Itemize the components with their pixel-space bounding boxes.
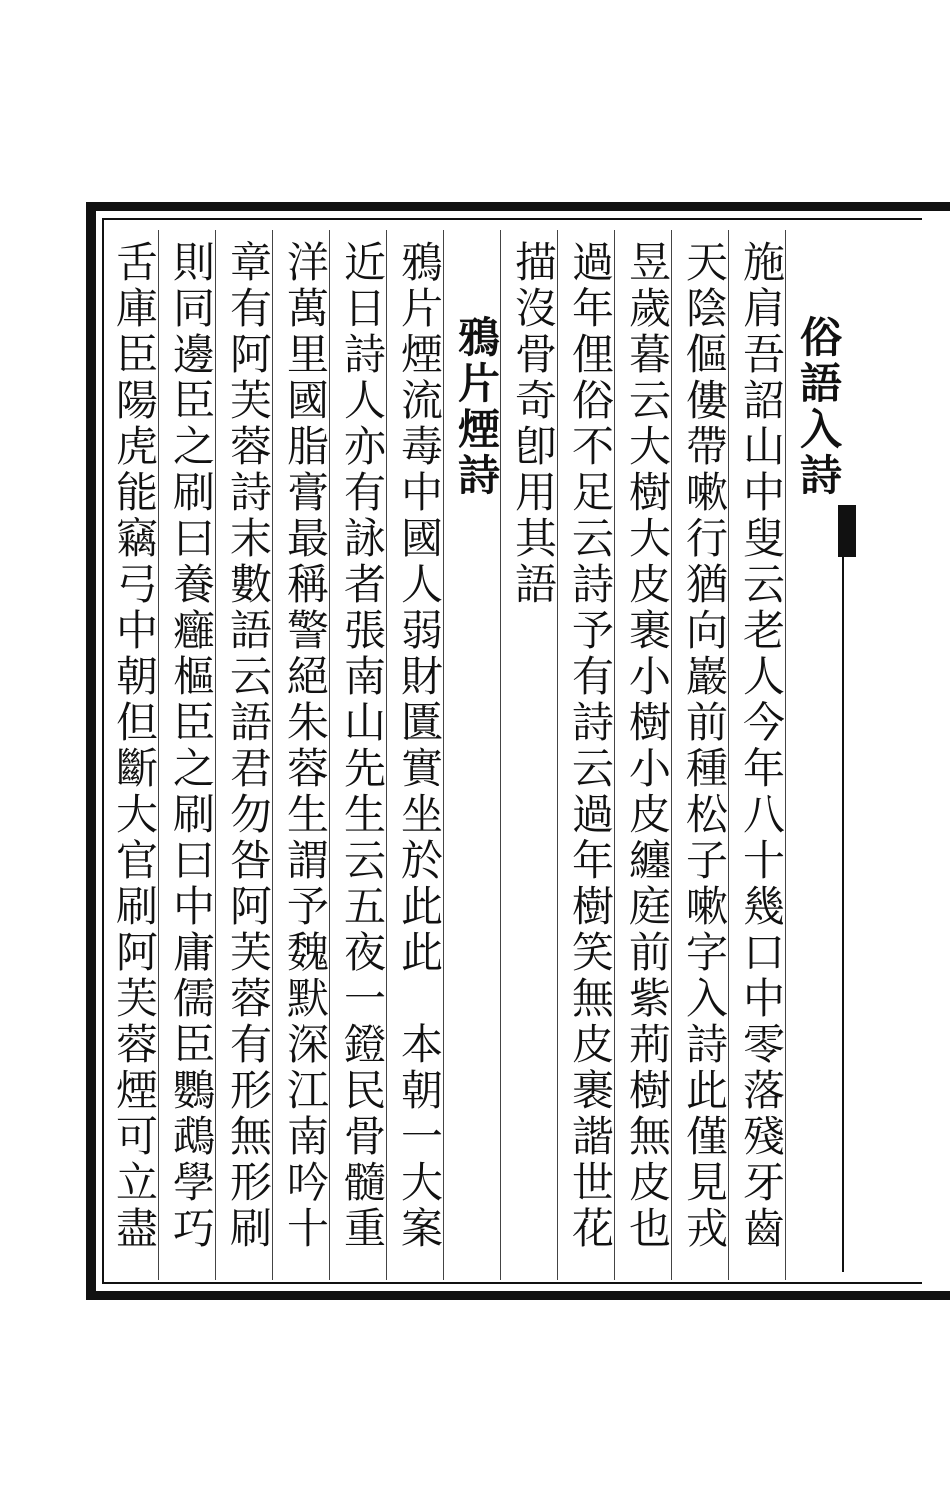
text-column: 則同邊臣之刷曰養癰樞臣之刷曰中庸儒臣鸚鵡學巧 (167, 240, 216, 1252)
text-column: 洋萬里國脂膏最稱警絕朱蓉生謂予魏默深江南吟十 (281, 240, 330, 1252)
fold-block-mark (838, 505, 856, 557)
text-column: 章有阿芙蓉詩末數語云語君勿咎阿芙蓉有形無形刷 (224, 240, 273, 1252)
text-column: 天陰傴僂帶嗽行猶向巖前種松子嗽字入詩此僅見戎 (680, 240, 729, 1252)
fold-line (842, 557, 844, 1272)
text-column: 舌庫臣陽虎能竊弓中朝但斷大官刷阿芙蓉煙可立盡 (110, 240, 159, 1252)
heading-yapianyan-shi: 鴉片煙詩 (452, 315, 501, 499)
text-column: 鴉片煙流毒中國人弱財匱實坐於此此 本朝一大案 (395, 240, 444, 1252)
text-column: 過年俚俗不足云詩予有詩云過年樹笑無皮裹諧世花 (566, 240, 615, 1252)
text-column: 近日詩人亦有詠者張南山先生云五夜一鐙民骨髓重 (338, 240, 387, 1252)
text-column: 描沒骨奇卽用其語 (509, 240, 558, 608)
text-column: 施肩吾詔山中叟云老人今年八十幾口中零落殘牙齒 (737, 240, 786, 1252)
text-column: 昱歲暮云大樹大皮裹小樹小皮纏庭前紫荊樹無皮也 (623, 240, 672, 1252)
heading-suyu-rushi: 俗語入詩 (794, 315, 843, 499)
